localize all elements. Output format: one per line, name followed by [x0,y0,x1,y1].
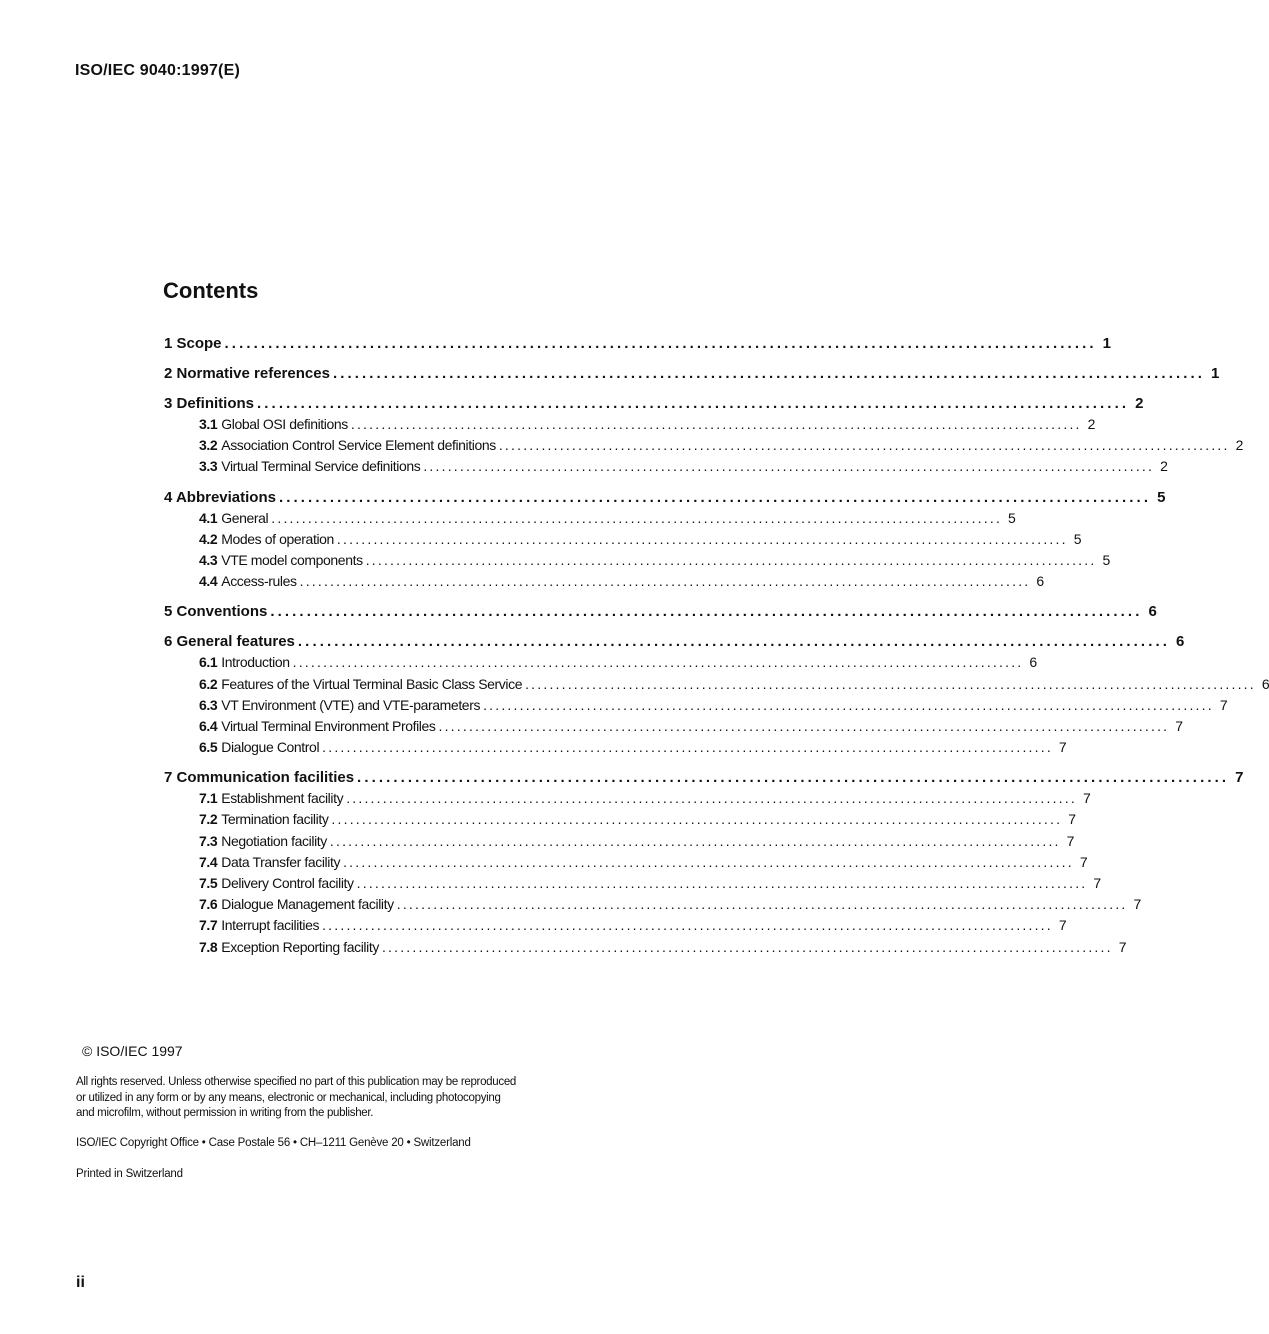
toc-subsection-label: Association Control Service Element definitions [221,437,496,454]
toc-subsection-number: 7.6 [199,896,218,913]
toc-page-number: 5 [1073,530,1082,547]
toc-subsection-number: 7.3 [199,832,218,849]
toc-subsection [199,896,1141,917]
toc-section-label: 2 Normative references [164,365,330,382]
toc-subsection-label: Data Transfer facility [221,853,341,870]
toc-page-number: 6 [1036,573,1044,590]
toc-page-number: 7 [1118,938,1127,955]
toc-subsection-number: 4.4 [199,573,218,590]
copyright-notice: © ISO/IEC 1997 [82,1043,183,1059]
toc-subsection [199,458,1168,479]
toc-page-number: 7 [1133,896,1141,913]
toc-subsection [199,875,1101,896]
toc-section-label: 3 Definitions [164,395,255,412]
toc-section-label: 6 General features [164,633,295,651]
toc-subsection-number: 3.3 [199,458,218,475]
toc-subsection-label: VTE model components [221,551,363,568]
dot-leader: ........................................................................................................................ [224,335,1097,352]
dot-leader: ........................................................................................................................ [271,509,1003,526]
dot-leader: ........................................................................................................................ [483,696,1214,713]
dot-leader: ........................................................................................................................ [438,717,1170,734]
toc-subsection-number: 6.5 [199,739,218,756]
toc-subsection-label: Introduction [221,654,290,671]
dot-leader: ........................................................................................................................ [278,488,1152,506]
toc-subsection [199,917,1067,938]
toc-subsection-label: Termination facility [221,811,329,828]
toc-subsection-number: 7.2 [199,811,218,828]
dot-leader: ........................................................................................................................ [356,875,1088,891]
toc-section-label: 1 Scope [164,335,222,352]
publisher-address: ISO/IEC Copyright Office • Case Postale 56 • CH–1211 Genève 20 • Switzerland [76,1137,471,1149]
toc-page-number: 7 [1058,739,1067,756]
toc-section [164,769,1244,790]
dot-leader: ........................................................................................................................ [423,458,1155,475]
dot-leader: ........................................................................................................................ [297,633,1171,651]
toc-page-number: 7 [1082,790,1091,807]
toc-subsection [199,573,1044,594]
document-id: ISO/IEC 9040:1997(E) [75,62,240,79]
toc-section-label: 4 Abbreviations [164,488,276,506]
rights-line: or utilized in any form or by any means, electronic or mechanical, including photocopying [76,1091,501,1104]
printed-in: Printed in Switzerland [76,1168,183,1180]
toc-section [164,488,1166,510]
toc-section [164,603,1157,624]
toc-page-number: 6 [1148,603,1157,621]
toc-subsection-label: Establishment facility [221,790,344,807]
toc-subsection-number: 7.8 [199,938,218,955]
toc-page-number: 7 [1079,853,1088,870]
dot-leader: ........................................................................................................................ [525,675,1256,692]
toc-page-number: 1 [1102,335,1111,352]
dot-leader: ........................................................................................................................ [292,654,1024,671]
toc-section [164,633,1185,654]
toc-subsection-number: 6.3 [199,696,218,713]
toc-page-number: 7 [1068,811,1076,828]
dot-leader: ........................................................................................................................ [257,395,1130,412]
toc-page-number: 2 [1235,437,1243,454]
toc-subsection-label: Negotiation facility [221,832,327,849]
toc-section [164,395,1144,416]
toc-subsection [199,551,1110,573]
toc-subsection [199,811,1076,832]
toc-subsection-label: Dialogue Management facility [221,896,394,913]
toc-subsection-number: 7.5 [199,875,218,891]
toc-subsection [199,509,1016,531]
toc-subsection-label: VT Environment (VTE) and VTE-parameters [221,696,481,713]
toc-page-number: 2 [1160,458,1168,475]
table-of-contents [164,335,1269,960]
toc-subsection-number: 4.2 [199,530,218,547]
toc-subsection-number: 4.1 [199,509,218,526]
dot-leader: ........................................................................................................................ [343,853,1074,870]
toc-subsection-label: Virtual Terminal Service definitions [221,458,421,475]
toc-subsection-label: Global OSI definitions [221,416,348,432]
dot-leader: ........................................................................................................................ [299,573,1031,590]
toc-subsection-label: Dialogue Control [221,739,320,756]
toc-subsection-label: Virtual Terminal Environment Profiles [221,717,436,734]
dot-leader: ........................................................................................................................ [322,739,1053,756]
toc-page-number: 6 [1029,654,1037,671]
toc-subsection-number: 6.2 [199,675,218,692]
toc-subsection-number: 3.2 [199,437,218,454]
rights-line: All rights reserved. Unless otherwise specified no part of this publication may be reproduced [76,1076,517,1088]
toc-subsection [199,696,1228,718]
toc-subsection-number: 4.3 [199,551,218,568]
dot-leader: ........................................................................................................................ [332,365,1206,382]
dot-leader: ........................................................................................................................ [329,832,1061,849]
dot-leader: ........................................................................................................................ [396,896,1128,913]
dot-leader: ........................................................................................................................ [350,416,1082,432]
toc-subsection-label: Interrupt facilities [221,917,320,934]
toc-subsection [199,530,1082,552]
toc-subsection [199,832,1075,854]
dot-leader: ........................................................................................................................ [346,790,1077,807]
dot-leader: ........................................................................................................................ [365,551,1097,568]
toc-subsection-label: Access-rules [221,573,297,590]
dot-leader: ........................................................................................................................ [331,811,1063,828]
toc-page-number: 5 [1008,509,1016,526]
toc-subsection [199,790,1091,811]
contents-heading: Contents [163,278,259,303]
toc-section [164,365,1220,386]
toc-page-number: 2 [1135,395,1144,412]
toc-section-label: 7 Communication facilities [164,769,355,787]
dot-leader: ........................................................................................................................ [336,530,1068,547]
page-number: ii [76,1274,85,1291]
toc-page-number: 7 [1235,769,1244,787]
toc-section-label: 5 Conventions [164,603,268,621]
dot-leader: ........................................................................................................................ [357,769,1230,787]
toc-page-number: 6 [1176,633,1185,651]
toc-subsection-number: 7.4 [199,853,218,870]
toc-page-number: 5 [1102,551,1110,568]
toc-subsection [199,938,1127,960]
dot-leader: ........................................................................................................................ [498,437,1230,454]
toc-page-number: 2 [1087,416,1096,432]
toc-section [164,335,1111,356]
toc-subsection-number: 7.7 [199,917,218,934]
toc-page-number: 1 [1211,365,1220,382]
toc-page-number: 7 [1175,717,1183,734]
toc-subsection-label: General [221,509,269,526]
toc-subsection-number: 6.4 [199,717,218,734]
toc-subsection [199,416,1096,437]
toc-subsection-label: Delivery Control facility [221,875,354,891]
dot-leader: ........................................................................................................................ [381,938,1113,955]
rights-line: and microfilm, without permission in writing from the publisher. [76,1107,374,1119]
toc-subsection-label: Modes of operation [221,530,334,547]
toc-page-number: 6 [1261,675,1269,692]
toc-page-number: 7 [1219,696,1228,713]
toc-page-number: 7 [1093,875,1101,891]
toc-subsection-number: 6.1 [199,654,218,671]
dot-leader: ........................................................................................................................ [270,603,1143,621]
toc-subsection-number: 3.1 [199,416,218,432]
toc-page-number: 7 [1066,832,1075,849]
toc-page-number: 7 [1058,917,1067,934]
toc-subsection-label: Exception Reporting facility [221,938,379,955]
toc-page-number: 5 [1157,488,1166,506]
toc-subsection [199,675,1269,697]
toc-subsection [199,717,1183,739]
toc-subsection [199,437,1243,458]
toc-subsection [199,739,1067,760]
toc-subsection [199,853,1088,875]
dot-leader: ........................................................................................................................ [322,917,1053,934]
rights-statement [76,1075,596,1122]
toc-subsection-label: Features of the Virtual Terminal Basic Class Service [221,675,523,692]
toc-subsection-number: 7.1 [199,790,218,807]
toc-subsection [199,654,1037,675]
